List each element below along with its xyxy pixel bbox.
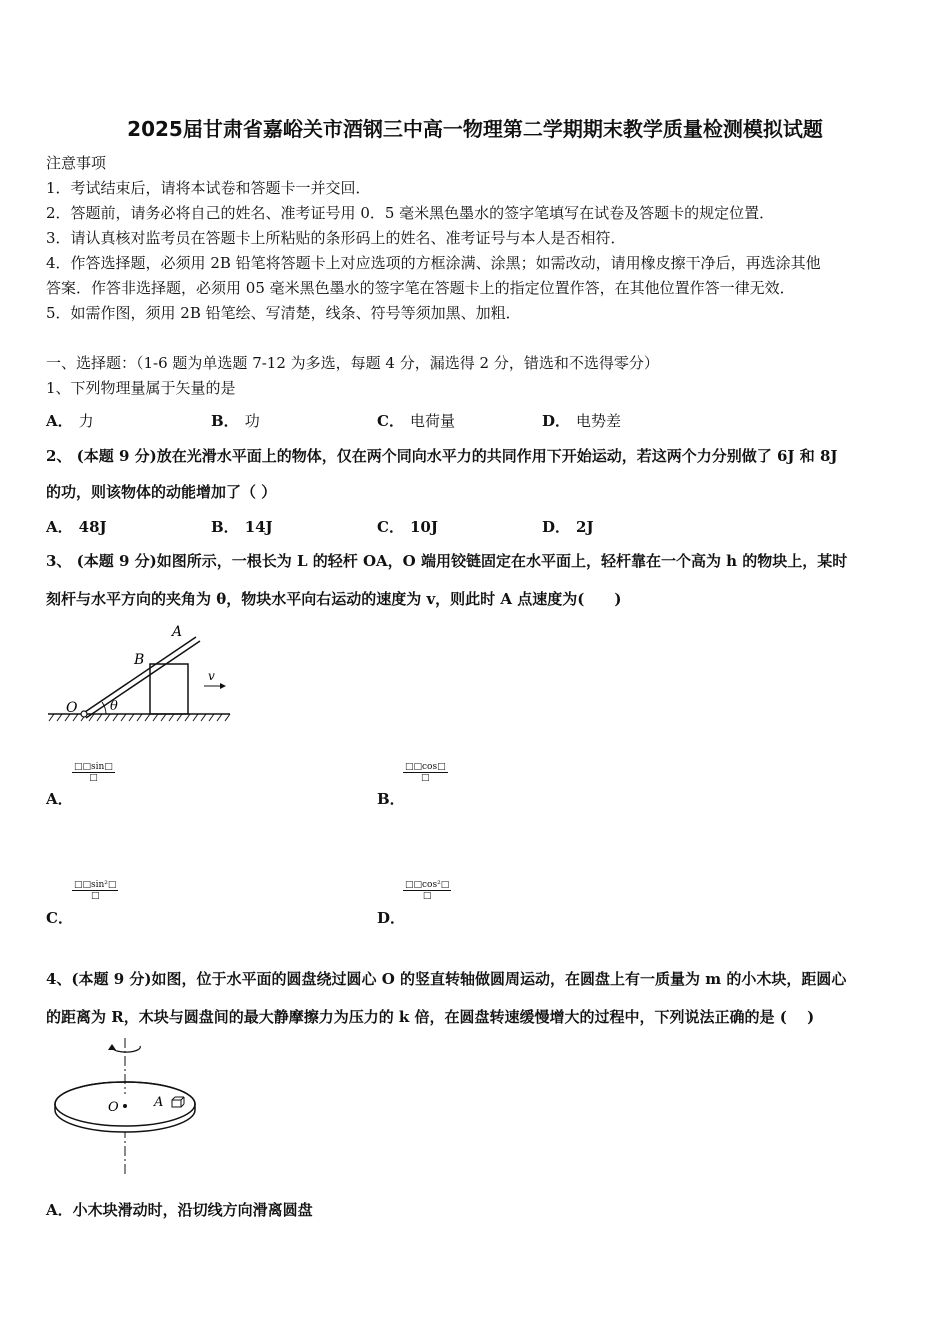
label-a: A bbox=[154, 1095, 164, 1110]
question-4-stem: 4、(本题 9 分)如图，位于水平面的圆盘绕过圆心 O 的竖直转轴做圆周运动，在圆盘上有一质量为 m 的小木块，距圆心 bbox=[46, 970, 847, 988]
page-title: 2025届甘肃省嘉峪关市酒钢三中高一物理第二学期期末教学质量检测模拟试题 bbox=[127, 117, 823, 141]
q1-option-d: D． 电势差 bbox=[542, 412, 622, 430]
q1-option-c: C． 电荷量 bbox=[377, 412, 455, 430]
question-1-stem: 1、下列物理量属于矢量的是 bbox=[46, 379, 236, 397]
q1-option-a: A． 力 bbox=[46, 412, 94, 430]
question-3-stem-cont: 刻杆与水平方向的夹角为 θ，物块水平向右运动的速度为 v，则此时 A 点速度为( ) bbox=[46, 590, 622, 608]
q2-option-b: B． 14J bbox=[211, 518, 273, 536]
q4-figure-rotating-disk bbox=[50, 1034, 200, 1179]
question-2-stem: 2、 (本题 9 分)放在光滑水平面上的物体，仅在两个同向水平力的共同作用下开始运动，若这两个力分别做了 6J 和 8J bbox=[46, 447, 838, 465]
section-heading: 一、选择题：（1-6 题为单选题 7-12 为多选，每题 4 分，漏选得 2 分，错选和不选得零分） bbox=[46, 354, 659, 372]
notice-item: 5．如需作图，须用 2B 铅笔绘、写清楚，线条、符号等须加黑、加粗． bbox=[46, 304, 521, 322]
q3-option-c-fraction: □□sin²□ □ bbox=[74, 880, 117, 901]
label-o: O bbox=[108, 1100, 119, 1115]
question-3-stem: 3、 (本题 9 分)如图所示，一根长为 L 的轻杆 OA，O 端用铰链固定在水平面上，轻杆靠在一个高为 h 的物块上，某时 bbox=[46, 552, 848, 570]
question-4-stem-cont: 的距离为 R，木块与圆盘间的最大静摩擦力为压力的 k 倍，在圆盘转速缓慢增大的过程中，下列说法正确的是 ( ) bbox=[46, 1008, 815, 1026]
q3-option-a-fraction: □□sin□ □ bbox=[74, 762, 113, 783]
q3-option-b-label: B． bbox=[377, 790, 405, 808]
notice-item: 3．请认真核对监考员在答题卡上所粘贴的条形码上的姓名、准考证号与本人是否相符． bbox=[46, 229, 626, 247]
notice-item: 4．作答选择题，必须用 2B 铅笔将答题卡上对应选项的方框涂满、涂黑；如需改动，请用橡皮擦干净后，再选涂其他 bbox=[46, 254, 821, 272]
q2-option-d: D． 2J bbox=[542, 518, 594, 536]
label-b: B bbox=[134, 652, 145, 668]
q1-option-b: B． 功 bbox=[211, 412, 260, 430]
q2-option-c: C． 10J bbox=[377, 518, 438, 536]
q3-option-d-fraction: □□cos²□ □ bbox=[405, 880, 450, 901]
label-a: A bbox=[172, 624, 183, 640]
notice-heading: 注意事项 bbox=[46, 154, 107, 172]
q3-option-a-label: A． bbox=[46, 790, 73, 808]
q4-option-a: A．小木块滑动时，沿切线方向滑离圆盘 bbox=[46, 1201, 313, 1219]
label-theta: θ bbox=[110, 699, 118, 714]
q3-figure-rod-block bbox=[46, 620, 236, 725]
notice-item: 答案．作答非选择题，必须用 05 毫米黑色墨水的签字笔在答题卡上的指定位置作答，在其他位置作答一律无效． bbox=[46, 279, 795, 297]
q3-option-d-label: D． bbox=[377, 909, 406, 927]
q2-option-a: A． 48J bbox=[46, 518, 107, 536]
notice-item: 1．考试结束后，请将本试卷和答题卡一并交回． bbox=[46, 179, 371, 197]
q3-option-c-label: C． bbox=[46, 909, 73, 927]
notice-item: 2．答题前，请务必将自己的姓名、准考证号用 0．5 毫米黑色墨水的签字笔填写在试卷及答题卡的规定位置． bbox=[46, 204, 775, 222]
label-o: O bbox=[66, 700, 78, 716]
question-2-stem-cont: 的功，则该物体的动能增加了（ ） bbox=[46, 483, 277, 501]
label-v: v bbox=[208, 669, 215, 683]
q3-option-b-fraction: □□cos□ □ bbox=[405, 762, 446, 783]
